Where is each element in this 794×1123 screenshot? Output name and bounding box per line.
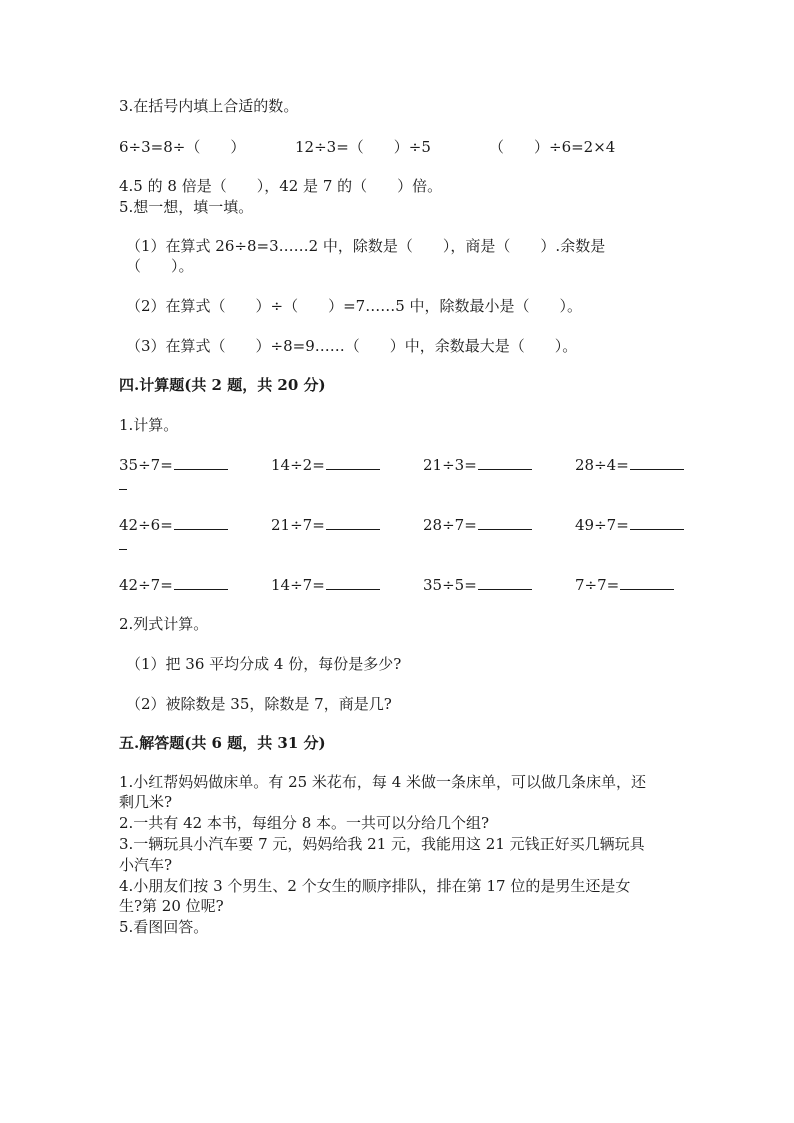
answer-blank[interactable] bbox=[174, 575, 228, 590]
calc-problem: 49÷7= bbox=[575, 515, 684, 535]
question-3-item: （ ）÷6=2×4 bbox=[489, 138, 616, 156]
calc-row bbox=[119, 575, 679, 595]
calc-problem: 42÷7= bbox=[119, 575, 228, 595]
answer-blank[interactable] bbox=[630, 515, 684, 530]
answer-blank[interactable] bbox=[478, 575, 532, 590]
column-calc-title: 2.列式计算。 bbox=[119, 615, 209, 633]
answer-blank[interactable] bbox=[326, 575, 380, 590]
question-5-part-2: （2）在算式（ ）÷（ ）=7……5 中，除数最小是（ ）。 bbox=[126, 297, 583, 315]
calc-problem: 42÷6= bbox=[119, 515, 228, 535]
section-4-heading: 四.计算题(共 2 题，共 20 分) bbox=[119, 376, 326, 394]
section-5-heading: 五.解答题(共 6 题，共 31 分) bbox=[119, 734, 326, 752]
question-3-item: 6÷3=8÷（ ） bbox=[119, 138, 246, 156]
word-problem-1: 1.小红帮妈妈做床单。有 25 米花布，每 4 米做一条床单，可以做几条床单，还 bbox=[119, 773, 647, 791]
column-calc-part-1: （1）把 36 平均分成 4 份，每份是多少? bbox=[126, 655, 402, 673]
column-calc-part-2: （2）被除数是 35，除数是 7，商是几? bbox=[126, 695, 392, 713]
answer-blank[interactable] bbox=[326, 515, 380, 530]
answer-blank[interactable] bbox=[630, 455, 684, 470]
blank-overflow-dash bbox=[119, 549, 127, 550]
question-5-part-3: （3）在算式（ ）÷8=9……（ ）中，余数最大是（ ）。 bbox=[126, 337, 578, 355]
answer-blank[interactable] bbox=[478, 515, 532, 530]
answer-blank[interactable] bbox=[174, 515, 228, 530]
calc-problem: 14÷2= bbox=[271, 455, 380, 475]
calc-question-title: 1.计算。 bbox=[119, 416, 179, 434]
word-problem-2: 2.一共有 42 本书，每组分 8 本。一共可以分给几个组? bbox=[119, 814, 490, 832]
word-problem-4-continued: 生?第 20 位呢? bbox=[119, 897, 224, 915]
calc-row bbox=[119, 455, 679, 475]
question-5-part-1-continued: （ ）。 bbox=[126, 257, 194, 275]
question-5-part-1: （1）在算式 26÷8=3……2 中，除数是（ ），商是（ ）.余数是 bbox=[126, 237, 606, 255]
question-4: 4.5 的 8 倍是（ ），42 是 7 的（ ）倍。 bbox=[119, 177, 443, 195]
word-problem-4: 4.小朋友们按 3 个男生、2 个女生的顺序排队，排在第 17 位的是男生还是女 bbox=[119, 877, 631, 895]
answer-blank[interactable] bbox=[620, 575, 674, 590]
calc-row bbox=[119, 515, 679, 535]
calc-problem: 14÷7= bbox=[271, 575, 380, 595]
calc-problem: 28÷7= bbox=[423, 515, 532, 535]
calc-problem: 35÷7= bbox=[119, 455, 228, 475]
blank-overflow-dash bbox=[119, 489, 127, 490]
question-3-items bbox=[119, 137, 679, 157]
calc-problem: 7÷7= bbox=[575, 575, 674, 595]
calc-problem: 21÷3= bbox=[423, 455, 532, 475]
question-3-title: 3.在括号内填上合适的数。 bbox=[119, 97, 299, 115]
word-problem-3-continued: 小汽车? bbox=[119, 856, 173, 874]
question-3-item: 12÷3=（ ）÷5 bbox=[295, 138, 431, 156]
calc-problem: 21÷7= bbox=[271, 515, 380, 535]
calc-problem: 28÷4= bbox=[575, 455, 684, 475]
word-problem-3: 3.一辆玩具小汽车要 7 元，妈妈给我 21 元，我能用这 21 元钱正好买几辆玩具 bbox=[119, 835, 645, 853]
calc-problem: 35÷5= bbox=[423, 575, 532, 595]
word-problem-5: 5.看图回答。 bbox=[119, 918, 209, 936]
answer-blank[interactable] bbox=[326, 455, 380, 470]
question-5-title: 5.想一想，填一填。 bbox=[119, 198, 254, 216]
answer-blank[interactable] bbox=[478, 455, 532, 470]
answer-blank[interactable] bbox=[174, 455, 228, 470]
word-problem-1-continued: 剩几米? bbox=[119, 793, 173, 811]
